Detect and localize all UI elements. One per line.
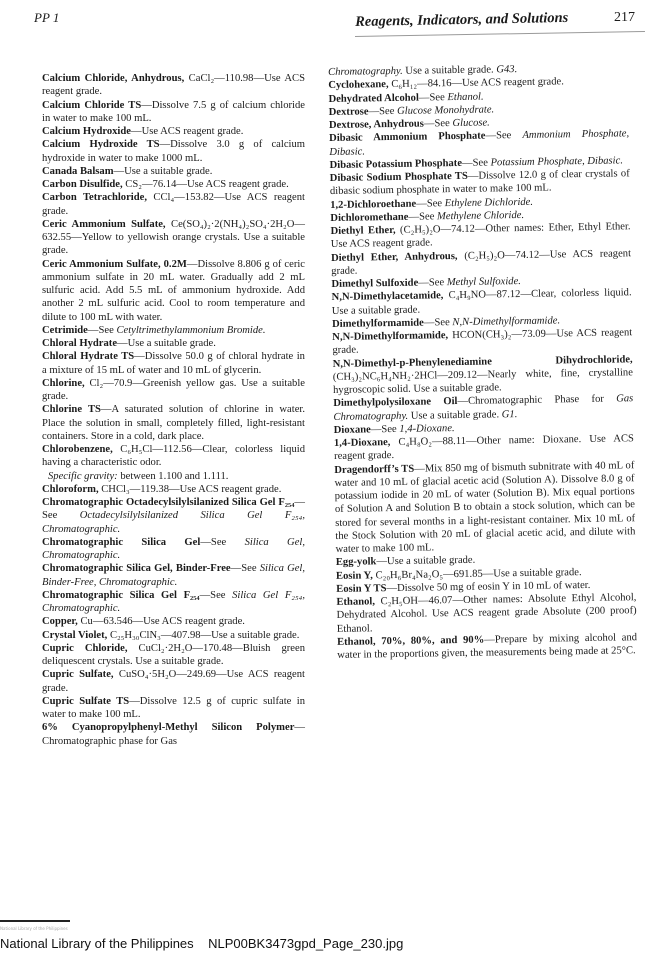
- entry-text: —See: [418, 91, 448, 104]
- file-name: NLP00BK3473gpd_Page_230.jpg: [208, 936, 404, 951]
- entry-text: —Dissolve 12.5 g of cupric sulfate in water to make 100 mL.: [42, 695, 305, 720]
- entry-italic: Potassium Phosphate, Dibasic.: [490, 155, 624, 169]
- entry-term: Chloral Hydrate: [42, 338, 118, 349]
- right-column: [328, 61, 637, 662]
- entry-text: C₄H₉NO—87.12—Clear, colorless liquid. Use a suitable grade.: [331, 287, 632, 317]
- reagent-entry: [42, 443, 305, 470]
- entry-text: C₂₅H₃₀ClN₃—407.98—Use a suitable grade.: [107, 629, 300, 641]
- reagent-entry: [42, 668, 305, 695]
- entry-term: N,N-Dimethylacetamide,: [331, 290, 444, 304]
- entry-italic: Methylene Chloride.: [436, 209, 525, 223]
- entry-term: Dioxane: [333, 424, 371, 436]
- entry-term: Chromatographic Silica Gel F₂₅₄: [42, 589, 200, 601]
- entry-text: between 1.100 and 1.111.: [117, 470, 229, 482]
- entry-text: Cl₂—70.9—Greenish yellow gas. Use a suitable grade.: [42, 377, 305, 402]
- entry-term: Dimethylformamide: [331, 317, 424, 330]
- reagent-entry: [42, 470, 305, 483]
- reagent-entry: [42, 403, 305, 443]
- entry-text: —See: [485, 130, 523, 142]
- entry-text: —Dissolve 7.5 g of calcium chloride in water to make 100 mL.: [42, 99, 305, 124]
- entry-term: Cyclohexane,: [328, 79, 389, 92]
- entry-italic: Silica Gel, Chromatographic.: [42, 536, 305, 561]
- entry-italic: Octadecylsilylsilanized Silica Gel F₂₅₄, Chromatographic.: [42, 510, 305, 535]
- entry-term: Dextrose: [328, 106, 369, 118]
- entry-term: Calcium Hydroxide: [42, 126, 131, 137]
- entry-italic: Silica Gel F₂₅₄, Chromatographic.: [42, 589, 306, 614]
- reagent-entry: [42, 496, 305, 536]
- entry-term: Ethanol, 70%, 80%, and 90%: [336, 634, 485, 648]
- entry-term: Diethyl Ether, Anhydrous,: [330, 250, 458, 264]
- entry-text: —See: [42, 497, 305, 522]
- reagent-entry: [336, 591, 637, 635]
- entry-term: Dibasic Potassium Phosphate: [329, 157, 463, 171]
- entry-text: —Chromatographic phase for Gas: [42, 722, 305, 747]
- entry-text: —See: [370, 423, 400, 436]
- entry-term: 6% Cyanopropylphenyl-Methyl Silicon Polymer: [42, 722, 295, 734]
- reagent-entry: [42, 377, 305, 404]
- entry-term: 1,2-Dichloroethane: [330, 198, 417, 211]
- entry-italic: Chromatography.: [328, 65, 403, 78]
- entry-text: —See: [418, 277, 447, 289]
- entry-text: —See: [408, 211, 438, 223]
- entry-term: Eosin Y,: [335, 569, 373, 582]
- entry-text: —See: [200, 536, 245, 548]
- entry-text: —Chromatographic Phase for: [457, 393, 617, 408]
- entry-text: C₆H₁₂—84.16—Use ACS reagent grade.: [388, 76, 564, 91]
- entry-term: Eosin Y TS: [336, 582, 387, 595]
- reagent-entry: [42, 350, 305, 377]
- entry-text: C₂H₅OH—46.07—Other names: Absolute Ethyl Alcohol, Dehydrated Alcohol. Use ACS reagent grade Absolute (200 proof) Ethanol.: [336, 592, 637, 635]
- entry-term: Dibasic Ammonium Phosphate: [329, 130, 486, 145]
- entry-term: Chromatographic Silica Gel: [42, 536, 201, 548]
- entry-text: —Dissolve 12.0 g of clear crystals of dibasic sodium phosphate in water to make 100 mL.: [329, 168, 630, 198]
- entry-term: Dimethyl Sulfoxide: [331, 277, 419, 290]
- entry-italic: G1.: [501, 408, 518, 420]
- entry-text: CuSO₄·5H₂O—249.69—Use ACS reagent grade.: [42, 669, 306, 694]
- entry-term: Dibasic Sodium Phosphate TS: [329, 170, 468, 184]
- entry-text: —Mix 850 mg of bismuth subnitrate with 40 mL of water and 10 mL of glacial acetic acid (Solution A). Dissolve 8.0 g of potassium iodide in 20 mL of water (Solution B). Mix equal portions of Solution A and Solution B to obtain a stock solution, which can be stored for several months in a light-resistant container. Mix 10 mL of the Stock Solution with 20 mL of glacial acetic acid, and dilute with water to make 100 mL.: [334, 459, 636, 555]
- entry-term: Diethyl Ether,: [330, 224, 396, 237]
- entry-term: Carbon Disulfide,: [42, 179, 123, 190]
- reagent-entry: [42, 721, 305, 748]
- entry-term: Chlorine,: [42, 377, 85, 389]
- entry-italic: Glucose Monohydrate.: [396, 104, 495, 117]
- entry-term: Chromatographic Octadecylsilylsilanized Silica Gel F₂₅₄: [42, 497, 295, 508]
- entry-term: Crystal Violet,: [42, 629, 108, 641]
- entry-italic: 1,4-Dioxane.: [399, 422, 455, 435]
- entry-text: —Use a suitable grade.: [376, 554, 476, 568]
- entry-text: —Dissolve 50.0 g of chloral hydrate in a mixture of 15 mL of water and 10 mL of glycerin.: [42, 351, 305, 376]
- entry-text: —Prepare by mixing alcohol and water in the proportions given, the measurements being made at 25°C.: [337, 631, 638, 661]
- entry-term: Carbon Tetrachloride,: [42, 192, 147, 204]
- entry-text: —See: [461, 157, 491, 169]
- entry-text: Cu—63.546—Use ACS reagent grade.: [77, 616, 245, 628]
- entry-term: Chloral Hydrate TS: [42, 351, 135, 363]
- entry-italic: Cetyltrimethylammonium Bromide.: [116, 324, 266, 336]
- entry-italic: Glucose.: [452, 117, 490, 130]
- library-name: National Library of the Philippines: [0, 936, 194, 951]
- page-number: 217: [614, 10, 635, 25]
- entry-text: C₄H₈O₂—88.11—Other name: Dioxane. Use ACS reagent grade.: [334, 433, 634, 463]
- entry-term: Canada Balsam: [42, 165, 114, 177]
- entry-term: Dragendorff’s TS: [334, 463, 415, 476]
- reagent-entry: [42, 642, 305, 669]
- entry-term: Cupric Sulfate TS: [42, 695, 130, 707]
- entry-term: Ethanol,: [336, 596, 376, 608]
- entry-italic: G43.: [496, 64, 518, 76]
- entry-text: Use a suitable grade.: [402, 64, 497, 77]
- entry-term: Chlorine TS: [42, 404, 101, 416]
- entry-text: —Dissolve 50 mg of eosin Y in 10 mL of water.: [386, 579, 591, 594]
- reagent-entry: [42, 615, 305, 628]
- entry-text: CHCl₃—119.38—Use ACS reagent grade.: [98, 483, 282, 495]
- entry-term: Cupric Chloride,: [42, 642, 128, 654]
- reagent-entry: [42, 165, 305, 178]
- reagent-entry: [42, 191, 305, 218]
- reagent-entry: [337, 631, 637, 662]
- reagent-entry: [42, 218, 305, 258]
- left-column: [42, 72, 305, 748]
- header-rule: [355, 31, 645, 37]
- reagent-entry: [42, 178, 305, 191]
- reagent-entry: [42, 695, 305, 722]
- entry-term: Dichloromethane: [330, 211, 409, 224]
- entry-text: —A saturated solution of chlorine in water. Place the solution in small, completely filled, light-resistant containers. Store in a cold, dark place.: [42, 404, 305, 442]
- entry-term: Copper,: [42, 616, 78, 628]
- reagent-entry: [42, 562, 305, 589]
- reagent-entry: [42, 337, 305, 350]
- entry-term: Ceric Ammonium Sulfate, 0.2M: [42, 258, 187, 270]
- entry-text: CuCl₂·2H₂O—170.48—Bluish green deliquescent crystals. Use a suitable grade.: [42, 642, 305, 667]
- entry-text: Ce(SO₄)₂·2(NH₄)₂SO₄·2H₂O—632.55—Yellow to yellowish orange crystals. Use a suitable grade.: [42, 218, 305, 257]
- entry-text: C₆H₅Cl—112.56—Clear, colorless liquid having a characteristic odor.: [42, 444, 305, 469]
- reagent-entry: [42, 258, 305, 324]
- entry-text: (CH₃)₂NC₆H₄NH₂·2HCl—209.12—Nearly white, fine, crystalline hygroscopic solid. Use a suitable grade.: [332, 367, 633, 396]
- entry-text: —See: [87, 324, 117, 336]
- entry-text: CaCl₂—110.98—Use ACS reagent grade.: [42, 73, 305, 98]
- entry-italic: Ethylene Dichloride.: [444, 196, 534, 209]
- entry-term: Dehydrated Alcohol: [328, 92, 419, 105]
- entry-term: Cupric Sulfate,: [42, 669, 114, 681]
- entry-term: Dextrose, Anhydrous: [328, 118, 424, 131]
- entry-term: Calcium Chloride, Anhydrous,: [42, 73, 185, 84]
- reagent-entry: [42, 72, 305, 99]
- scan-footer: [0, 936, 403, 951]
- running-head: Reagents, Indicators, and Solutions: [355, 9, 569, 30]
- entry-term: Chloroform,: [42, 483, 99, 495]
- entry-text: C₂₀H₆Br₄Na₂O₅—691.85—Use a suitable grade.: [372, 566, 582, 581]
- bottom-rule: [0, 920, 70, 922]
- reagent-entry: [333, 353, 634, 397]
- entry-text: Use a suitable grade.: [408, 408, 502, 422]
- entry-italic: Methyl Sulfoxide.: [446, 275, 522, 289]
- entry-term: Egg-yolk: [335, 556, 377, 569]
- entry-term: 1,4-Dioxane,: [333, 437, 391, 449]
- entry-italic: Silica Gel, Binder-Free, Chromatographic.: [42, 563, 306, 588]
- entry-text: HCON(CH₃)₂—73.09—Use ACS reagent grade.: [332, 327, 633, 357]
- reagent-entry: [42, 138, 305, 165]
- entry-text: —Dissolve 8.806 g of ceric ammonium sulfate in 20 mL water. Gradually add 2 mL sulfuric acid. Add 5.5 mL of ammonium hydroxide. Add another 2 mL sulfuric acid. Cool to room temperature and dilute to 100 mL with water.: [42, 258, 305, 323]
- reagent-entry: [42, 125, 305, 138]
- entry-text: —See: [368, 105, 398, 118]
- reagent-entry: [42, 629, 305, 642]
- reagent-entry: [42, 483, 305, 496]
- entry-text: —Use a suitable grade.: [117, 338, 216, 349]
- reagent-entry: [42, 99, 305, 126]
- entry-text: —See: [416, 197, 445, 210]
- entry-text: —See: [423, 118, 453, 130]
- reagent-entry: [334, 459, 635, 556]
- entry-term: N,N-Dimethylformamide,: [332, 330, 449, 343]
- entry-text: —See: [230, 563, 260, 575]
- reagent-entry: [42, 589, 305, 616]
- entry-italic: Ethanol.: [447, 91, 484, 103]
- entry-term: Chromatographic Silica Gel, Binder-Free: [42, 563, 231, 575]
- entry-italic: Specific gravity:: [48, 470, 118, 482]
- entry-text: —Dissolve 3.0 g of calcium hydroxide in water to make 1000 mL.: [42, 139, 305, 164]
- entry-term: Chlorobenzene,: [42, 444, 113, 455]
- entry-text: —Use ACS reagent grade.: [130, 126, 244, 137]
- entry-text: (C₂H₅)₂O—74.12—Use ACS reagent grade.: [331, 247, 632, 277]
- entry-text: CCl₄—153.82—Use ACS reagent grade.: [42, 192, 305, 217]
- entry-text: —See: [423, 316, 453, 329]
- entry-text: —Use a suitable grade.: [113, 165, 213, 177]
- entry-text: CS₂—76.14—Use ACS reagent grade.: [122, 179, 289, 190]
- entry-italic: N,N-Dimethylformamide.: [452, 315, 561, 328]
- entry-italic: Gas Chromatography.: [333, 393, 634, 423]
- entry-term: N,N-Dimethyl-p-Phenylenediamine Dihydrochloride,: [332, 353, 633, 370]
- entry-term: Ceric Ammonium Sulfate,: [42, 218, 166, 230]
- entry-term: Dimethylpolysiloxane Oil: [333, 396, 458, 410]
- page-left-label: PP 1: [34, 10, 60, 25]
- entry-term: Cetrimide: [42, 324, 88, 336]
- entry-term: Calcium Hydroxide TS: [42, 139, 160, 151]
- entry-term: Calcium Chloride TS: [42, 99, 142, 111]
- entry-text: —See: [199, 589, 233, 601]
- scan-strip: National Library of the Philippines: [0, 926, 68, 931]
- entry-text: (C₂H₅)₂O—74.12—Other names: Ether, Ethyl Ether. Use ACS reagent grade.: [330, 221, 631, 251]
- reagent-entry: [42, 536, 305, 563]
- reagent-entry: [42, 324, 305, 337]
- entry-italic: Ammonium Phosphate, Dibasic.: [329, 128, 630, 158]
